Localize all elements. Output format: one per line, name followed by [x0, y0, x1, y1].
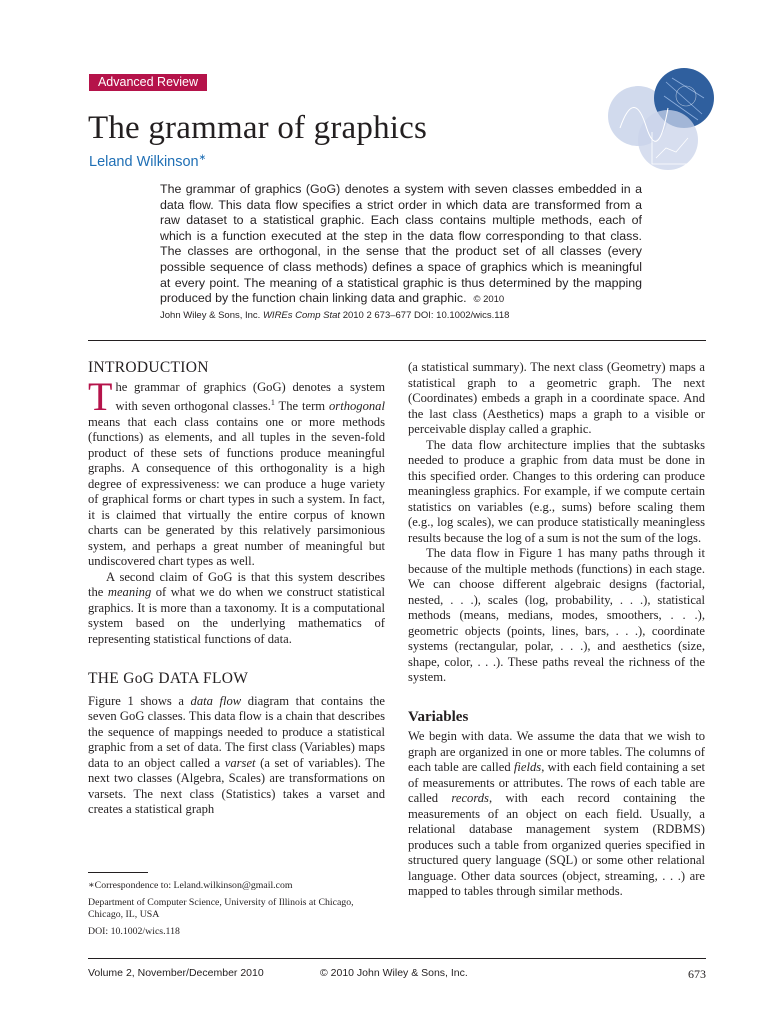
- author-footnote-mark: ∗: [198, 152, 207, 162]
- dataflow-paragraph-1-continued: (a statistical summary). The next class (Geometry) maps a statistical graph to a geometric graph. The next (Coordinates) embeds a graph in a coordinate space. And the last class (Aesthetics) maps a graph to a visible or perceivable display called a graphic.: [408, 360, 705, 436]
- correspondence-footnote[interactable]: ∗Correspondence to: Leland.wilkinson@gmail.com: [88, 880, 293, 891]
- dataflow-paragraph-2: The data flow architecture implies that the subtasks needed to produce a graphic from data must be done in this specified order. Changes to this ordering can produce meaningless graphics. For example, if we compute certain statistics on variables (e.g., sums) before scaling them (e.g., log scales), we can produce statistically meaningless results because the log of a sum is not the sum of the logs.: [408, 437, 705, 545]
- footer-copyright: © 2010 John Wiley & Sons, Inc.: [320, 967, 468, 979]
- intro-paragraph-2: A second claim of GoG is that this system describes the meaning of what we do when we construct statistical graphics. It is more than a taxonomy. It is a computational system based on the underlying mathematics of representing statistical functions of data.: [88, 569, 385, 646]
- article-title: The grammar of graphics: [88, 110, 428, 146]
- intro-paragraph-1: The grammar of graphics (GoG) denotes a system with seven orthogonal classes.$^1$ The term orthogonal means that each class contains one or more methods (functions) as elements, and all tuples in the seven-fold product of these sets of functions produce meaningful graphs. A consequence of this orthogonality is a high degree of expressiveness: we can produce a huge variety of graphical forms or chart types in such a system. In fact, it is claimed that virtually the entire corpus of known charts can be generated by this relatively parsimonious system, and perhaps a great number of meaningful but undiscovered chart types as well.: [88, 373, 385, 569]
- author-name[interactable]: Leland Wilkinson: [89, 153, 199, 170]
- footer-divider: [88, 958, 706, 959]
- abstract-text: The grammar of graphics (GoG) denotes a system with seven classes embedded in a data flow. This data flow specifies a strict order in which data are transformed from a raw dataset to a statistical graphic. Each class contains multiple methods, each of which is a function executed at the step in the data flow corresponding to that class. The classes are orthogonal, in the sense that the product set of all classes (every possible sequence of class methods) defines a space of graphics which is meaningful at every point. The meaning of a statistical graphic is thus determined by the mapping produced by the function chain linking data and graphic. © 2010: [160, 182, 642, 306]
- doi-footnote[interactable]: DOI: 10.1002/wics.118: [88, 926, 180, 937]
- right-column: [408, 360, 705, 900]
- author-line[interactable]: [89, 152, 206, 170]
- footnote-divider: [88, 872, 148, 873]
- dataflow-paragraph-3: The data flow in Figure 1 has many paths through it because of the multiple methods (functions) in each stage. We can choose different algebraic designs (factorial, nested, . . .), scales (log, probability, . . .), statistical methods (means, medians, modes, smoothers, . . .), geometric objects (points, lines, bars, . . .), coordinate systems (rectangular, polar, . . .), and aesthetics (size, shape, color, . . .). These paths reveal the richness of the system.: [408, 546, 705, 684]
- footnotes: [88, 880, 388, 943]
- section-heading-gog-data-flow: THE GoG DATA FLOW: [88, 670, 249, 688]
- journal-logo-circles-icon: [606, 68, 716, 173]
- section-divider: [88, 340, 706, 341]
- abstract-copyright: © 2010: [473, 294, 505, 306]
- variables-paragraph: We begin with data. We assume the data that we wish to graph are organized in one or more tables. The columns of each table are called fields, with each field containing a set of measurements or attributes. The rows of each table are called records, with each record containing the measurements of an object on each field. Usually, a relational database management system (RDBMS) produces such a table from organized queries specified in structured query language (SQL) or some other relational language. Other data sources (object, streaming, . . .) are mapped to tables through similar methods.: [408, 729, 705, 898]
- footer-volume: Volume 2, November/December 2010: [88, 967, 264, 979]
- article-type-badge: Advanced Review: [89, 74, 207, 91]
- dataflow-paragraph-1: Figure 1 shows a data flow diagram that contains the seven GoG classes. This data flow is a chain that describes the sequence of mappings needed to produce a statistical graphic from a set of data. The first class (Variables) maps data to an object called a varset (a set of variables). The next two classes (Algebra, Scales) are transformations on varsets. The next class (Statistics) takes a varset and creates a statistical graph: [88, 693, 385, 817]
- drop-cap: T: [88, 373, 113, 419]
- page-number: 673: [688, 967, 706, 981]
- subsection-heading-variables: Variables: [408, 708, 469, 725]
- reference-1[interactable]: 1: [270, 398, 275, 407]
- affiliation-footnote: Department of Computer Science, University of Illinois at Chicago, Chicago, IL, USA: [88, 897, 354, 920]
- abstract-citation: John Wiley & Sons, Inc. WIREs Comp Stat 2010 2 673–677 DOI: 10.1002/wics.118: [160, 310, 510, 321]
- left-column: [88, 360, 385, 818]
- journal-name: WIREs Comp Stat: [262, 310, 341, 321]
- section-heading-introduction: INTRODUCTION: [88, 359, 209, 376]
